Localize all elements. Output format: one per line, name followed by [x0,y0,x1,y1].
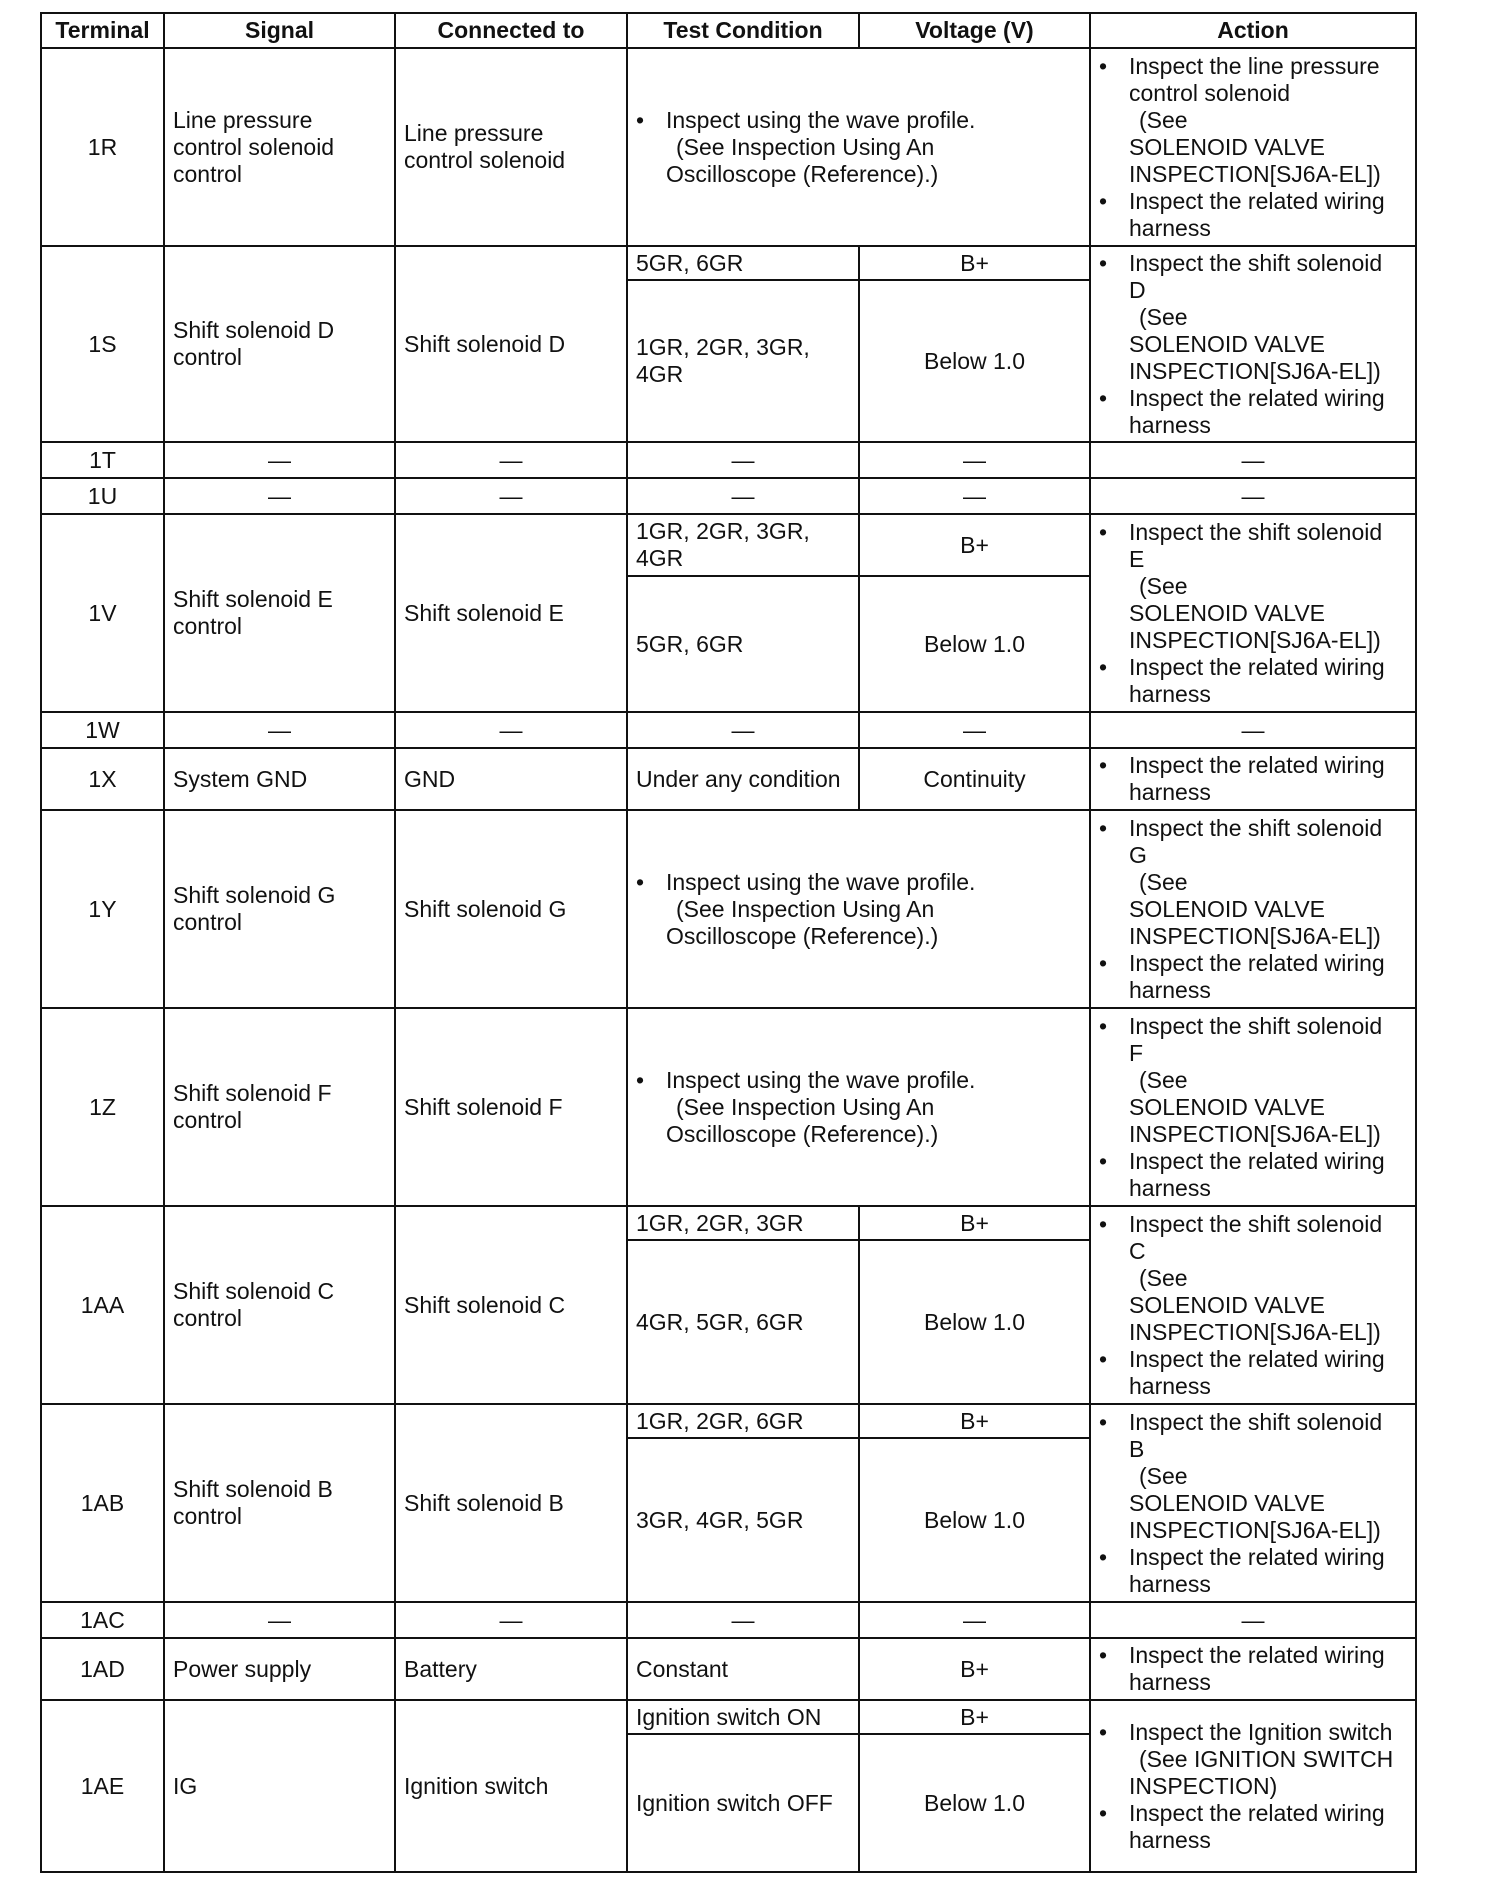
condition-cell: 4GR, 5GR, 6GR [627,1240,859,1404]
action-cell [1090,1008,1416,1206]
voltage-cell: Continuity [859,748,1090,810]
connected-cell: Battery [395,1638,627,1700]
terminal-cell: 1S [41,246,164,442]
signal-cell: Shift solenoid B control [164,1404,395,1602]
voltage-cell: B+ [859,1638,1090,1700]
voltage-cell: Below 1.0 [859,576,1090,712]
action-item: • Inspect the shift solenoid F (See SOLENOID VALVE INSPECTION[SJ6A-EL]) [1129,1013,1407,1148]
action-item: • Inspect the related wiring harness [1129,188,1407,242]
action-item: • Inspect the shift solenoid D (See SOLENOID VALVE INSPECTION[SJ6A-EL]) [1129,250,1407,385]
signal-cell: Shift solenoid F control [164,1008,395,1206]
dash-cell: — [164,478,395,514]
action-cell [1090,1404,1416,1602]
wave-reference-2: Oscilloscope (Reference).) [666,1120,939,1147]
connected-cell: Line pressure control solenoid [395,48,627,246]
table-row [41,712,1416,748]
dash-cell: — [1090,712,1416,748]
table-row [41,1404,1416,1438]
terminal-cell: 1W [41,712,164,748]
voltage-cell: B+ [859,514,1090,576]
action-item: • Inspect the shift solenoid E (See SOLENOID VALVE INSPECTION[SJ6A-EL]) [1129,519,1407,654]
condition-cell: 1GR, 2GR, 6GR [627,1404,859,1438]
table-row [41,442,1416,478]
dash-cell: — [395,712,627,748]
dash-cell: — [859,712,1090,748]
wave-instruction: Inspect using the wave profile. [666,1066,976,1093]
action-item: • Inspect the shift solenoid G (See SOLENOID VALVE INSPECTION[SJ6A-EL]) [1129,815,1407,950]
action-cell [1090,246,1416,442]
table-row [41,1602,1416,1638]
action-item: • Inspect the related wiring harness [1129,752,1407,806]
condition-cell: 3GR, 4GR, 5GR [627,1438,859,1602]
header-signal: Signal [164,13,395,48]
signal-cell: Line pressure control solenoid control [164,48,395,246]
header-action: Action [1090,13,1416,48]
action-item: • Inspect the related wiring harness [1129,385,1407,439]
action-item: • Inspect the related wiring harness [1129,1346,1407,1400]
action-cell [1090,810,1416,1008]
terminal-cell: 1V [41,514,164,712]
wave-reference-2: Oscilloscope (Reference).) [666,160,939,187]
dash-cell: — [627,1602,859,1638]
action-cell [1090,748,1416,810]
signal-cell: Shift solenoid D control [164,246,395,442]
action-item: • Inspect the shift solenoid B (See SOLENOID VALVE INSPECTION[SJ6A-EL]) [1129,1409,1407,1544]
dash-cell: — [627,478,859,514]
action-item: • Inspect the related wiring harness [1129,1148,1407,1202]
dash-cell: — [164,712,395,748]
condition-cell: 1GR, 2GR, 3GR [627,1206,859,1240]
connected-cell: Shift solenoid D [395,246,627,442]
action-item: • Inspect the related wiring harness [1129,1544,1407,1598]
terminal-cell: 1AD [41,1638,164,1700]
terminal-cell: 1U [41,478,164,514]
connected-cell: Shift solenoid G [395,810,627,1008]
table-row [41,1008,1416,1206]
wave-profile-cell [627,810,1090,1008]
connected-cell: Ignition switch [395,1700,627,1872]
terminal-cell: 1AC [41,1602,164,1638]
dash-cell: — [1090,478,1416,514]
signal-cell: Shift solenoid E control [164,514,395,712]
action-item: • Inspect the Ignition switch (See IGNITION SWITCH INSPECTION) [1129,1719,1407,1800]
wave-profile-cell [627,48,1090,246]
condition-cell: 5GR, 6GR [627,576,859,712]
condition-cell: 1GR, 2GR, 3GR, 4GR [627,514,859,576]
action-item: • Inspect the related wiring harness [1129,1642,1407,1696]
dash-cell: — [859,1602,1090,1638]
action-item: • Inspect the related wiring harness [1129,654,1407,708]
action-cell [1090,1206,1416,1404]
header-row [41,13,1416,48]
table-row [41,1638,1416,1700]
action-cell [1090,1700,1416,1872]
header-connected-to: Connected to [395,13,627,48]
voltage-cell: Below 1.0 [859,1438,1090,1602]
signal-cell: Shift solenoid C control [164,1206,395,1404]
condition-cell: Ignition switch ON [627,1700,859,1734]
connected-cell: Shift solenoid F [395,1008,627,1206]
voltage-cell: B+ [859,246,1090,280]
condition-cell: 5GR, 6GR [627,246,859,280]
voltage-cell: Below 1.0 [859,280,1090,442]
dash-cell: — [395,1602,627,1638]
condition-cell: Constant [627,1638,859,1700]
terminal-cell: 1R [41,48,164,246]
header-voltage: Voltage (V) [859,13,1090,48]
signal-cell: IG [164,1700,395,1872]
table-row [41,478,1416,514]
table-row [41,748,1416,810]
signal-cell: Shift solenoid G control [164,810,395,1008]
action-item: • Inspect the related wiring harness [1129,950,1407,1004]
table-row [41,246,1416,280]
terminal-cell: 1Y [41,810,164,1008]
dash-cell: — [1090,442,1416,478]
action-cell [1090,1638,1416,1700]
terminal-cell: 1T [41,442,164,478]
dash-cell: — [859,478,1090,514]
action-item: • Inspect the line pressure control solenoid (See SOLENOID VALVE INSPECTION[SJ6A-EL]) [1129,53,1407,188]
wave-reference-1: (See Inspection Using An [676,133,935,160]
table-row [41,810,1416,1008]
terminal-table [40,12,1417,1873]
signal-cell: System GND [164,748,395,810]
dash-cell: — [1090,1602,1416,1638]
voltage-cell: B+ [859,1206,1090,1240]
header-terminal: Terminal [41,13,164,48]
terminal-cell: 1AA [41,1206,164,1404]
dash-cell: — [859,442,1090,478]
header-test-condition: Test Condition [627,13,859,48]
dash-cell: — [627,712,859,748]
dash-cell: — [164,442,395,478]
dash-cell: — [627,442,859,478]
wave-instruction: Inspect using the wave profile. [666,106,976,133]
action-item: • Inspect the related wiring harness [1129,1800,1407,1854]
action-item: • Inspect the shift solenoid C (See SOLENOID VALVE INSPECTION[SJ6A-EL]) [1129,1211,1407,1346]
wave-profile-cell [627,1008,1090,1206]
table-row [41,1206,1416,1240]
terminal-cell: 1Z [41,1008,164,1206]
wave-reference-1: (See Inspection Using An [676,1093,935,1120]
connected-cell: Shift solenoid C [395,1206,627,1404]
terminal-cell: 1X [41,748,164,810]
table-row [41,1700,1416,1734]
voltage-cell: Below 1.0 [859,1240,1090,1404]
action-cell [1090,514,1416,712]
terminal-cell: 1AB [41,1404,164,1602]
voltage-cell: B+ [859,1404,1090,1438]
wave-reference-1: (See Inspection Using An [676,895,935,922]
dash-cell: — [395,478,627,514]
table-row [41,514,1416,576]
condition-cell: 1GR, 2GR, 3GR, 4GR [627,280,859,442]
table-row [41,48,1416,246]
condition-cell: Ignition switch OFF [627,1734,859,1872]
voltage-cell: B+ [859,1700,1090,1734]
voltage-cell: Below 1.0 [859,1734,1090,1872]
wave-instruction: Inspect using the wave profile. [666,868,976,895]
action-cell [1090,48,1416,246]
connected-cell: GND [395,748,627,810]
connected-cell: Shift solenoid B [395,1404,627,1602]
wave-reference-2: Oscilloscope (Reference).) [666,922,939,949]
signal-cell: Power supply [164,1638,395,1700]
condition-cell: Under any condition [627,748,859,810]
dash-cell: — [395,442,627,478]
connected-cell: Shift solenoid E [395,514,627,712]
terminal-cell: 1AE [41,1700,164,1872]
dash-cell: — [164,1602,395,1638]
